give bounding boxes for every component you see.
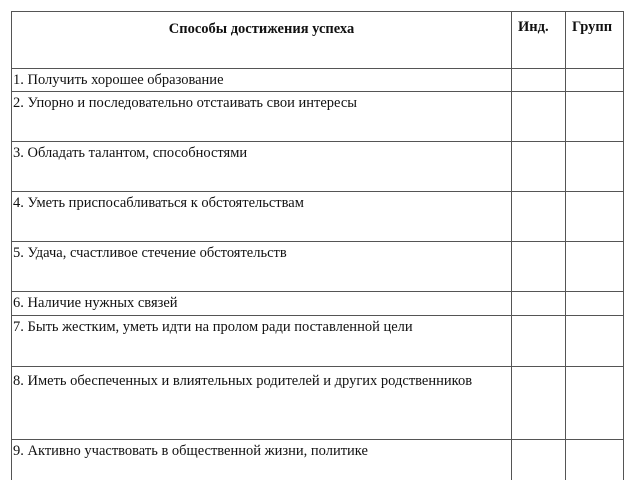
row-text: 4. Уметь приспосабливаться к обстоятельствам xyxy=(12,192,512,242)
group-cell[interactable] xyxy=(566,142,624,192)
group-cell[interactable] xyxy=(566,440,624,480)
group-cell[interactable] xyxy=(566,367,624,440)
table-row xyxy=(12,92,624,142)
row-text: 1. Получить хорошее образование xyxy=(12,69,512,92)
header-group: Групп xyxy=(566,12,624,69)
table-row xyxy=(12,242,624,292)
individual-cell[interactable] xyxy=(512,242,566,292)
individual-cell[interactable] xyxy=(512,316,566,367)
table-row xyxy=(12,192,624,242)
header-individual: Инд. xyxy=(512,12,566,69)
table-row xyxy=(12,142,624,192)
row-text: 6. Наличие нужных связей xyxy=(12,292,512,316)
row-text: 9. Активно участвовать в общественной жизни, политике xyxy=(12,440,512,480)
header-title: Способы достижения успеха xyxy=(12,12,512,69)
row-text: 7. Быть жестким, уметь идти на пролом ради поставленной цели xyxy=(12,316,512,367)
table-row xyxy=(12,440,624,480)
individual-cell[interactable] xyxy=(512,192,566,242)
individual-cell[interactable] xyxy=(512,69,566,92)
group-cell[interactable] xyxy=(566,192,624,242)
header-row xyxy=(12,12,624,69)
individual-cell[interactable] xyxy=(512,440,566,480)
group-cell[interactable] xyxy=(566,292,624,316)
group-cell[interactable] xyxy=(566,316,624,367)
table-row xyxy=(12,69,624,92)
success-methods-table xyxy=(11,11,624,480)
individual-cell[interactable] xyxy=(512,142,566,192)
row-text: 5. Удача, счастливое стечение обстоятельств xyxy=(12,242,512,292)
row-text: 8. Иметь обеспеченных и влиятельных родителей и других родственников xyxy=(12,367,512,440)
group-cell[interactable] xyxy=(566,92,624,142)
row-text: 2. Упорно и последовательно отстаивать свои интересы xyxy=(12,92,512,142)
table-row xyxy=(12,292,624,316)
group-cell[interactable] xyxy=(566,69,624,92)
table-row xyxy=(12,316,624,367)
group-cell[interactable] xyxy=(566,242,624,292)
table-row xyxy=(12,367,624,440)
individual-cell[interactable] xyxy=(512,292,566,316)
individual-cell[interactable] xyxy=(512,367,566,440)
row-text: 3. Обладать талантом, способностями xyxy=(12,142,512,192)
individual-cell[interactable] xyxy=(512,92,566,142)
